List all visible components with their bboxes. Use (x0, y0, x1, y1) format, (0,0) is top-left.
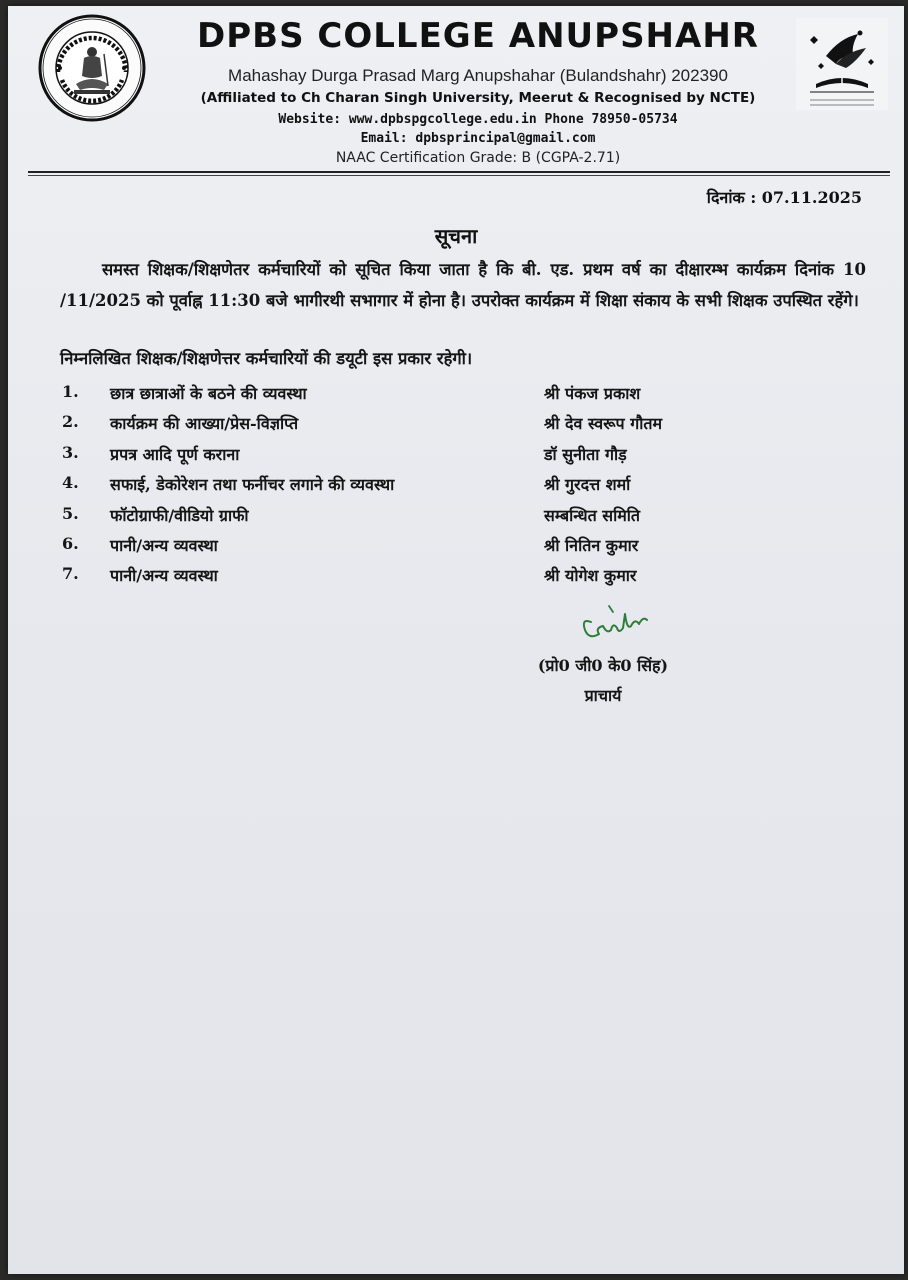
duty-person: डॉ सुनीता गौड़ (544, 444, 627, 464)
duty-task: पानी/अन्य व्यवस्था (110, 566, 218, 586)
email-line: Email: dpbsprincipal@gmail.com (360, 131, 596, 146)
duty-person: श्री योगेश कुमार (544, 566, 637, 586)
website-phone-line: Website: www.dpbspgcollege.edu.in Phone 78950-05734 (278, 112, 678, 127)
duty-task: प्रपत्र आदि पूर्ण कराना (110, 444, 240, 464)
duty-person: सम्बन्धित समिति (544, 505, 641, 525)
duty-person: श्री गुरदत्त शर्मा (544, 475, 631, 495)
duty-person: श्री देव स्वरूप गौतम (544, 414, 663, 434)
notice-title: सूचना (434, 224, 478, 248)
header-divider-thin (28, 175, 890, 176)
duty-number: 6. (62, 533, 79, 553)
signatory-title: प्राचार्य (584, 686, 622, 705)
duty-row (60, 560, 866, 590)
duty-number: 4. (62, 473, 79, 493)
duty-list (60, 378, 866, 591)
notice-paragraph: समस्त शिक्षक/शिक्षणेतर कर्मचारियों को सूचित किया जाता है कि बी. एड. प्रथम वर्ष का दीक्षारम्भ कार्यक्रम दिनांक 10 /11/2025 को पूर्वाह्न 11:30 बजे भागीरथी सभागार में होना है। उपरोक्त कार्यक्रम में शिक्षा संकाय के सभी शिक्षक उपस्थित रहेंगे। (60, 260, 866, 310)
college-seal-icon (38, 14, 146, 122)
college-address: Mahashay Durga Prasad Marg Anupshahar (Bulandshahr) 202390 (228, 66, 728, 85)
notice-sheet (8, 6, 904, 1274)
duty-intro: निम्नलिखित शिक्षक/शिक्षणेत्तर कर्मचारियों की डयूटी इस प्रकार रहेगी। (60, 349, 473, 368)
duty-row (60, 469, 866, 499)
notice-date: दिनांक : 07.11.2025 (706, 188, 862, 207)
duty-number: 5. (62, 503, 79, 523)
duty-row (60, 439, 866, 469)
duty-person: श्री नितिन कुमार (544, 535, 639, 555)
college-name: DPBS COLLEGE ANUPSHAHR (197, 16, 759, 56)
duty-row (60, 500, 866, 530)
duty-number: 7. (62, 564, 79, 584)
duty-number: 1. (62, 382, 79, 401)
duty-task: सफाई, डेकोरेशन तथा फर्नीचर लगाने की व्यवस्था (110, 475, 395, 495)
duty-task: पानी/अन्य व्यवस्था (110, 535, 218, 555)
duty-task: कार्यक्रम की आख्या/प्रेस-विज्ञप्ति (110, 414, 299, 434)
duty-task: फॉटोग्राफी/वीडियो ग्राफी (110, 505, 249, 525)
teacher-education-logo-icon (796, 18, 888, 110)
duty-task: छात्र छात्राओं के बठने की व्यवस्था (110, 384, 307, 403)
handwritten-signature-icon (573, 600, 663, 646)
duty-row (60, 530, 866, 560)
duty-row (60, 378, 866, 408)
signatory-name: (प्रो0 जी0 के0 सिंह) (537, 656, 669, 675)
duty-number: 3. (62, 442, 79, 462)
duty-number: 2. (62, 412, 79, 432)
naac-grade-line: NAAC Certification Grade: B (CGPA-2.71) (335, 150, 621, 166)
affiliation-line: (Affiliated to Ch Charan Singh University, Meerut & Recognised by NCTE) (200, 90, 756, 106)
duty-row (60, 408, 866, 438)
duty-person: श्री पंकज प्रकाश (544, 384, 641, 403)
header-divider (28, 171, 890, 173)
